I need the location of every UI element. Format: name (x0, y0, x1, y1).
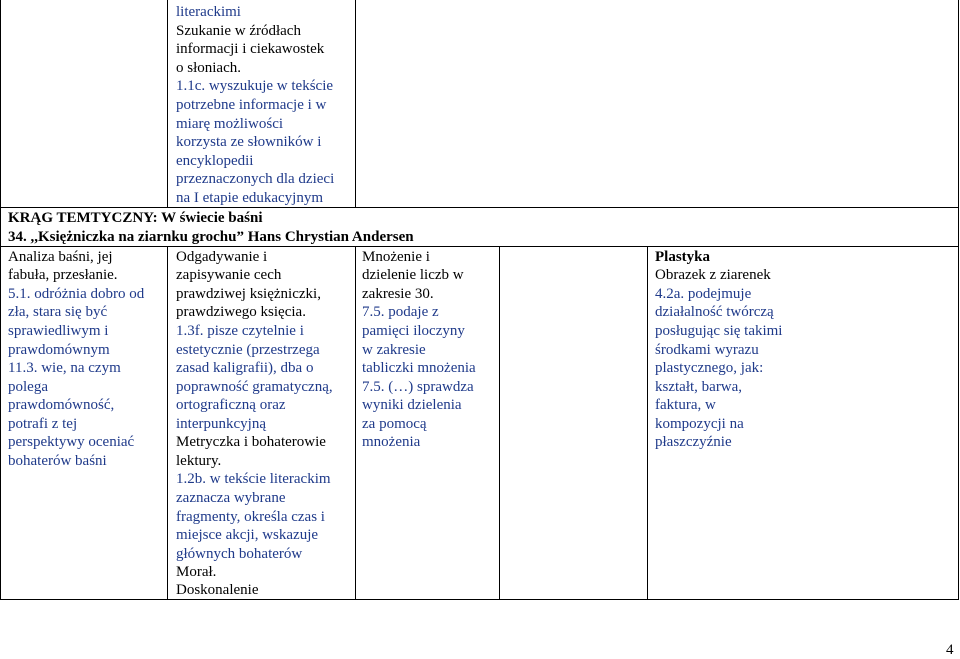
cell-line: fragmenty, określa czas i (176, 509, 325, 525)
cell-line: 7.5. (…) sprawdza (362, 379, 474, 395)
cell-line: 4.2a. podejmuje (655, 286, 752, 302)
cell-line: posługując się takimi (655, 323, 783, 339)
cell-line: miejsce akcji, wskazuje (176, 527, 319, 543)
cell-line: kompozycji na (655, 416, 744, 432)
grid-line (499, 246, 500, 600)
cell-line: 1.1c. wyszukuje w tekście (176, 78, 334, 94)
cell-line: przeznaczonych dla dzieci (176, 171, 335, 187)
cell-line: informacji i ciekawostek (176, 41, 325, 57)
cell-line: głównych bohaterów (176, 546, 303, 562)
cell-line: zła, stara się być (8, 304, 108, 320)
grid-line (0, 207, 959, 208)
cell-line: płaszczyźnie (655, 434, 732, 450)
cell-line: 7.5. podaje z (362, 304, 439, 320)
grid-line (0, 599, 959, 600)
cell-line: dzielenie liczb w (362, 267, 464, 283)
cell-line: środkami wyrazu (655, 342, 759, 358)
cell-line: polega (8, 379, 48, 395)
grid-line (167, 0, 168, 207)
cell-line: na I etapie edukacyjnym (176, 190, 324, 206)
cell-line: 5.1. odróżnia dobro od (8, 286, 145, 302)
cell-line: estetycznie (przestrzega (176, 342, 320, 358)
cell-line: interpunkcyjną (176, 416, 266, 432)
cell-line: literackimi (176, 4, 241, 20)
cell-line: prawdziwej księżniczki, (176, 286, 321, 302)
grid-line (647, 246, 648, 600)
cell-line: zakresie 30. (362, 286, 434, 302)
cell-line: potrzebne informacje i w (176, 97, 327, 113)
cell-line: pamięci iloczyny (362, 323, 465, 339)
page-number: 4 (946, 642, 954, 658)
cell-line: mnożenia (362, 434, 421, 450)
cell-line: o słoniach. (176, 60, 241, 76)
cell-line: prawdomównym (8, 342, 110, 358)
cell-line: kształt, barwa, (655, 379, 743, 395)
cell-line: poprawność gramatyczną, (176, 379, 333, 395)
cell-line: bohaterów baśni (8, 453, 107, 469)
cell-line: Metryczka i bohaterowie (176, 434, 326, 450)
cell-line: prawdomówność, (8, 397, 115, 413)
cell-line: sprawiedliwym i (8, 323, 109, 339)
cell-line: faktura, w (655, 397, 716, 413)
cell-line: ortograficzną oraz (176, 397, 286, 413)
cell-line: Szukanie w źródłach (176, 23, 301, 39)
cell-line: w zakresie (362, 342, 426, 358)
subject-heading: Plastyka (655, 249, 711, 265)
cell-line: 11.3. wie, na czym (8, 360, 121, 376)
cell-line: zaznacza wybrane (176, 490, 286, 506)
cell-line: Analiza baśni, jej (8, 249, 113, 265)
cell-line: działalność twórczą (655, 304, 774, 320)
grid-line (167, 246, 168, 600)
grid-line (0, 246, 959, 247)
cell-line: 1.2b. w tekście literackim (176, 471, 331, 487)
cell-line: za pomocą (362, 416, 427, 432)
cell-line: plastycznego, jak: (655, 360, 764, 376)
grid-line (355, 0, 356, 207)
cell-line: Obrazek z ziarenek (655, 267, 771, 283)
cell-line: miarę możliwości (176, 116, 284, 132)
lesson-topic-header: 34. ,,Księżniczka na ziarnku grochu” Hans Chrystian Andersen (8, 229, 414, 245)
cell-line: korzysta ze słowników i (176, 134, 322, 150)
cell-line: perspektywy oceniać (8, 434, 135, 450)
cell-line: Morał. (176, 564, 217, 580)
grid-line (0, 0, 1, 600)
cell-line: 1.3f. pisze czytelnie i (176, 323, 304, 339)
cell-line: prawdziwego księcia. (176, 304, 306, 320)
grid-line (958, 0, 959, 600)
thematic-cycle-header: KRĄG TEMTYCZNY: W świecie baśni (8, 210, 263, 226)
cell-line: Odgadywanie i (176, 249, 268, 265)
cell-line: tabliczki mnożenia (362, 360, 476, 376)
cell-line: lektury. (176, 453, 222, 469)
cell-line: fabuła, przesłanie. (8, 267, 118, 283)
cell-line: wyniki dzielenia (362, 397, 462, 413)
cell-line: zapisywanie cech (176, 267, 282, 283)
grid-line (355, 246, 356, 600)
cell-line: zasad kaligrafii), dba o (176, 360, 314, 376)
cell-line: Mnożenie i (362, 249, 430, 265)
cell-line: encyklopedii (176, 153, 254, 169)
cell-line: potrafi z tej (8, 416, 78, 432)
cell-line: Doskonalenie (176, 582, 259, 598)
